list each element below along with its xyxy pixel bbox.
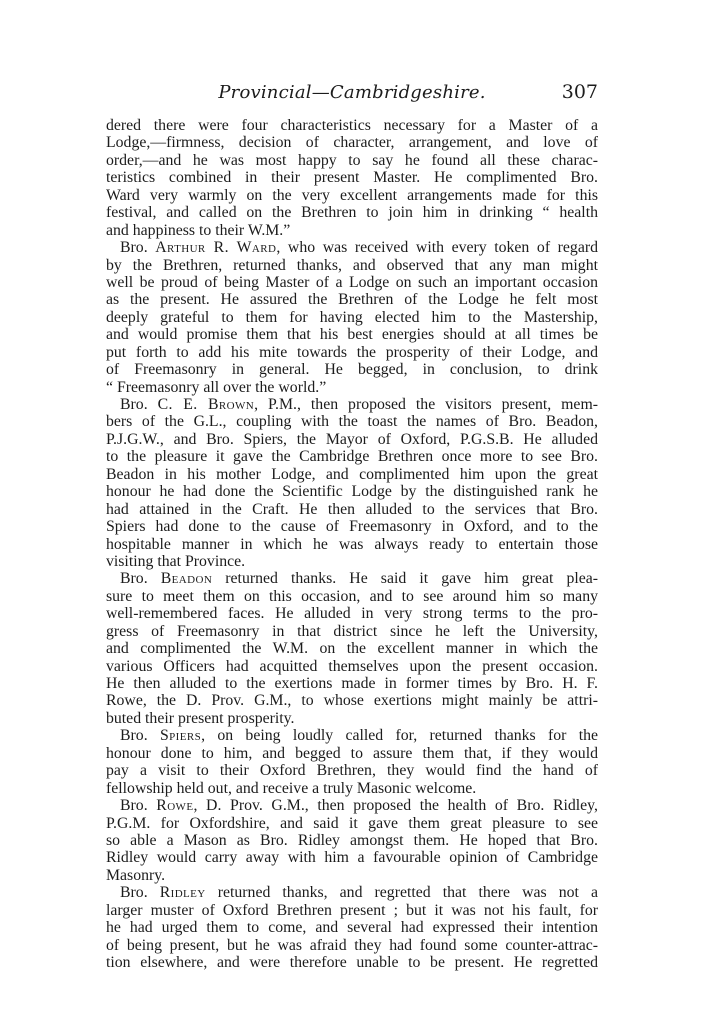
text-line <box>106 832 598 849</box>
line-text: He then alluded to the exertions made in former times by Bro. H. F. <box>106 675 598 692</box>
line-text: “ Freemasonry all over the world.” <box>106 378 327 396</box>
line-text: by the Brethren, returned thanks, and observed that any man might <box>106 256 598 274</box>
line-text: to the pleasure it gave the Cambridge Brethren once more to see Bro. <box>106 448 598 466</box>
text-line <box>106 675 598 692</box>
line-text: Masonry. <box>106 866 166 884</box>
text-line <box>106 134 598 151</box>
line-text: pay a visit to their Oxford Brethren, they would find the hand of <box>106 762 598 780</box>
line-text: Lodge,—firmness, decision of character, arrangement, and love of <box>106 134 598 152</box>
line-text: and would promise them that his best energies should at all times be <box>106 326 598 344</box>
line-text: , D. Prov. G.M., then proposed the health of Bro. Ridley, <box>193 797 598 815</box>
text-line <box>106 169 598 186</box>
text-line <box>106 518 598 535</box>
line-text: so able a Mason as Bro. Ridley amongst them. He hoped that Bro. <box>106 831 598 849</box>
line-text: and happiness to their W.M.” <box>106 221 291 239</box>
line-text: tion elsewhere, and were therefore unable to be present. He regretted <box>106 954 598 971</box>
text-line <box>106 780 598 797</box>
text-line <box>106 762 598 779</box>
text-line <box>106 291 598 308</box>
text-line <box>106 867 598 884</box>
text-line <box>106 605 598 622</box>
text-line <box>106 379 598 396</box>
speaker-name: Beadon <box>160 570 213 588</box>
text-line: Bro. Rowe, D. Prov. G.M., then proposed the health of Bro. Ridley, <box>120 797 598 815</box>
text-line <box>106 257 598 274</box>
line-text: as the present. He assured the Brethren of the Lodge he felt most <box>106 291 598 309</box>
text-line: Bro. C. E. Brown, P.M., then proposed the visitors present, mem- <box>120 396 598 413</box>
line-text: Ward very warmly on the very excellent arrangements made for this <box>106 186 598 204</box>
text-line <box>106 152 598 169</box>
line-text: deeply grateful to them for having elected him to the Mastership, <box>106 308 598 326</box>
line-text: sure to meet them on this occasion, and to see around him so many <box>106 587 598 605</box>
text-line <box>106 413 598 430</box>
line-text: visiting that Province. <box>106 552 246 570</box>
text-line <box>106 623 598 640</box>
text-line <box>106 937 598 954</box>
text-line <box>106 553 598 570</box>
text-line <box>106 483 598 500</box>
body-text <box>106 117 598 971</box>
text-line: Bro. Arthur R. Ward, who was received with every token of regard <box>120 239 598 257</box>
text-line <box>106 849 598 866</box>
line-text: order,—and he was most happy to say he found all these charac- <box>106 151 598 169</box>
text-line: Bro. Spiers, on being loudly called for, returned thanks for the <box>120 727 598 745</box>
line-text: and complimented the W.M. on the excellent manner in which the <box>106 640 598 658</box>
line-text: honour he had done the Scientific Lodge by the distinguished rank he <box>106 483 598 501</box>
line-text: returned thanks. He said it gave him great plea- <box>212 570 598 588</box>
line-text: Beadon in his mother Lodge, and complimented him upon the great <box>106 465 598 483</box>
running-head <box>106 82 598 108</box>
page-number: 307 <box>561 81 598 103</box>
line-text: put forth to add his mite towards the prosperity of their Lodge, and <box>106 343 598 361</box>
text-line <box>106 361 598 378</box>
line-text: P.G.M. for Oxfordshire, and said it gave them great pleasure to see <box>106 814 598 832</box>
text-line <box>106 501 598 518</box>
text-line <box>106 640 598 657</box>
line-text: fellowship held out, and receive a truly Masonic welcome. <box>106 779 477 797</box>
text-line <box>106 187 598 204</box>
text-line <box>106 692 598 709</box>
line-text: of Freemasonry in general. He begged, in conclusion, to drink <box>106 361 598 379</box>
line-text: had attained in the Craft. He then alluded to the services that Bro. <box>106 500 598 518</box>
text-line <box>106 204 598 221</box>
speaker-name: Rowe <box>156 797 194 815</box>
line-text: , P.M., then proposed the visitors present, mem- <box>254 396 598 413</box>
speaker-name: C. E. Brown <box>157 396 255 413</box>
line-text: Spiers had done to the cause of Freemasonry in Oxford, and to the <box>106 518 598 536</box>
line-text: honour done to him, and begged to assure them that, if they would <box>106 744 598 762</box>
line-text: he had urged them to come, and several had expressed their intention <box>106 919 598 937</box>
line-text: various Officers had acquitted themselves upon the present occasion. <box>106 657 598 675</box>
text-line <box>106 117 598 134</box>
text-line <box>106 658 598 675</box>
line-text: Rowe, the D. Prov. G.M., to whose exertions might mainly be attri- <box>106 692 598 710</box>
speaker-name: Arthur R. Ward <box>155 239 277 257</box>
line-text: P.J.G.W., and Bro. Spiers, the Mayor of Oxford, P.G.S.B. He alluded <box>106 430 598 448</box>
line-text: , who was received with every token of regard <box>276 239 598 257</box>
text-line: Bro. Ridley returned thanks, and regretted that there was not a <box>120 884 598 902</box>
text-line <box>106 222 598 239</box>
line-text: well-remembered faces. He alluded in very strong terms to the pro- <box>106 605 598 623</box>
text-line <box>106 274 598 291</box>
line-text: larger muster of Oxford Brethren present ; but it was not his fault, for <box>106 901 598 919</box>
speaker-name: Spiers <box>159 727 202 745</box>
text-line <box>106 344 598 361</box>
text-line <box>106 902 598 919</box>
line-text: dered there were four characteristics necessary for a Master of a <box>106 117 598 134</box>
line-text: bers of the G.L., coupling with the toast the names of Bro. Beadon, <box>106 413 598 431</box>
line-text: of being present, but he was afraid they had found some counter-attrac- <box>106 936 598 954</box>
text-line <box>106 954 598 971</box>
text-line <box>106 588 598 605</box>
line-text: buted their present prosperity. <box>106 709 295 727</box>
text-line <box>106 536 598 553</box>
text-line <box>106 710 598 727</box>
running-title: Provincial—Cambridgeshire. <box>218 82 486 103</box>
text-line <box>106 326 598 343</box>
line-text: , on being loudly called for, returned thanks for the <box>201 727 598 745</box>
line-text: well be proud of being Master of a Lodge on such an important occasion <box>106 273 598 291</box>
text-line <box>106 745 598 762</box>
text-line: Bro. Beadon returned thanks. He said it gave him great plea- <box>120 570 598 588</box>
text-line <box>106 309 598 326</box>
text-line <box>106 431 598 448</box>
text-line <box>106 815 598 832</box>
text-line <box>106 448 598 465</box>
line-text: returned thanks, and regretted that there was not a <box>205 884 598 902</box>
line-text: Ridley would carry away with him a favourable opinion of Cambridge <box>106 849 598 867</box>
speaker-name: Ridley <box>159 884 206 902</box>
line-text: teristics combined in their present Master. He complimented Bro. <box>106 169 598 187</box>
text-line <box>106 466 598 483</box>
line-text: gress of Freemasonry in that district since he left the University, <box>106 622 598 640</box>
line-text: festival, and called on the Brethren to join him in drinking “ health <box>106 204 598 222</box>
text-line <box>106 919 598 936</box>
line-text: hospitable manner in which he was always ready to entertain those <box>106 535 598 553</box>
